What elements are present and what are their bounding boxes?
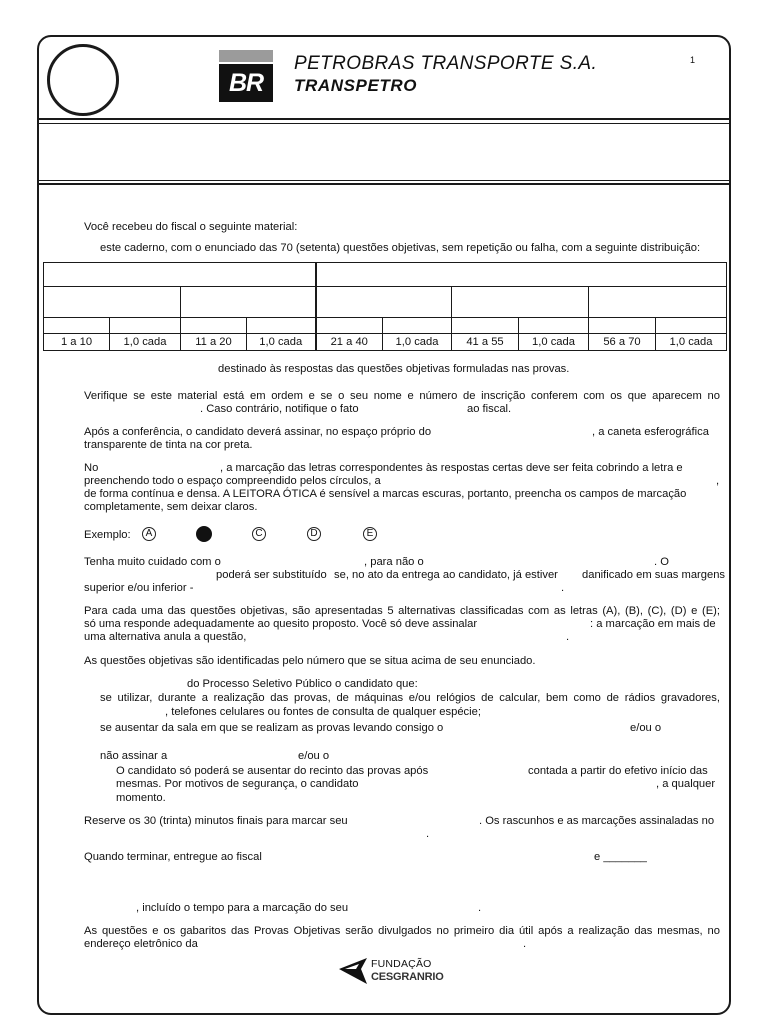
p-quando-b: e _______: [594, 851, 647, 863]
p-utilizar-1: se utilizar, durante a realização das provas, de máquinas e/ou relógios de calcular, bem como de rádios gravadores,: [100, 692, 720, 704]
table-label-cell: [519, 318, 589, 334]
p-tenha-1c: . O: [654, 556, 669, 568]
table-header-cell: [316, 263, 727, 287]
br-logo: [219, 50, 273, 102]
company-subname: TRANSPETRO: [294, 76, 418, 95]
p-ausentar-a: se ausentar da sala em que se realizam as provas levando consigo o: [100, 722, 444, 734]
example-option-b-filled: [196, 526, 212, 542]
table-label-cell: [656, 318, 727, 334]
table-label-cell: [452, 318, 519, 334]
p-destinado: destinado às respostas das questões objetivas formuladas nas provas.: [218, 363, 570, 375]
cesgranrio-logo: [337, 955, 444, 989]
table-subject-cell: [181, 287, 316, 318]
table-points-cell: 1,0 cada: [656, 334, 727, 351]
p-naoassinar-a: não assinar a: [100, 750, 168, 762]
p-cada-1: Para cada uma das questões objetivas, são apresentadas 5 alternativas classificadas com as letras (A), (B), (C), (D) e (E);: [84, 605, 720, 617]
p-gabaritos-1: As questões e os gabaritos das Provas Objetivas serão divulgados no primeiro dia útil após a realização das mesmas, no: [84, 925, 720, 937]
p-no-3: de forma contínua e densa. A LEITORA ÓTICA é sensível a marcas escuras, portanto, preencha os campos de marcação: [84, 488, 687, 500]
p-verifique-2b: ao fiscal.: [467, 403, 512, 415]
p-incluido-b: .: [478, 902, 482, 914]
p-no-1b: , a marcação das letras correspondentes às respostas certas deve ser feita cobrindo a letra e: [220, 462, 683, 474]
company-name: PETROBRAS TRANSPORTE S.A.: [294, 53, 598, 74]
p-reserve-b: . Os rascunhos e as marcações assinaladas no: [479, 815, 715, 827]
p-candidato-2b: , a qualquer: [656, 778, 716, 790]
p-reserve-a: Reserve os 30 (trinta) minutos finais para marcar seu: [84, 815, 348, 827]
p-no-4: completamente, sem deixar claros.: [84, 501, 258, 513]
table-subject-row: [44, 287, 727, 318]
p-tenha-3b: .: [561, 582, 565, 594]
p-quando-a: Quando terminar, entregue ao fiscal: [84, 851, 262, 863]
table-label-cell: [383, 318, 452, 334]
title-divider: [37, 183, 731, 185]
table-questions-cell: 56 a 70: [589, 334, 656, 351]
header-divider: [37, 118, 731, 120]
table-label-cell: [247, 318, 316, 334]
p-no-2b: ,: [716, 475, 720, 487]
table-points-cell: 1,0 cada: [519, 334, 589, 351]
table-subject-cell: [316, 287, 452, 318]
p-no-2: preenchendo todo o espaço compreendido pelos círculos, a: [84, 475, 381, 487]
intro-booklet: este caderno, com o enunciado das 70 (setenta) questões objetivas, sem repetição ou falha, com a seguinte distribuição:: [100, 242, 701, 254]
p-cada-3b: .: [566, 631, 570, 643]
table-label-cell: [589, 318, 656, 334]
p-cada-2b: : a marcação em mais de: [590, 618, 716, 630]
table-label-cell: [110, 318, 181, 334]
table-questions-cell: 41 a 55: [452, 334, 519, 351]
p-apos-1b: , a caneta esferográfica: [592, 426, 709, 438]
page-frame: [37, 35, 731, 1015]
table-values-row: [44, 334, 727, 351]
example-label: Exemplo:: [84, 529, 131, 541]
table-label-row: [44, 318, 727, 334]
p-candidato-2a: mesmas. Por motivos de segurança, o candidato: [116, 778, 359, 790]
table-points-cell: 1,0 cada: [110, 334, 181, 351]
p-verifique-1: Verifique se este material está em ordem e se o seu nome e número de inscrição conferem com os que aparecem no: [84, 390, 720, 402]
sheet-number-circle: [47, 44, 119, 116]
table-label-cell: [181, 318, 247, 334]
p-apos-1a: Após a conferência, o candidato deverá assinar, no espaço próprio do: [84, 426, 432, 438]
table-subject-cell: [452, 287, 589, 318]
distribution-table: [43, 262, 727, 351]
p-tenha-3a: superior e/ou inferior -: [84, 582, 194, 594]
example-option-c: C: [252, 527, 266, 541]
br-logo-text: BR: [219, 64, 273, 102]
table-header-row: [44, 263, 727, 287]
br-logo-bar: [219, 50, 273, 62]
table-label-cell: [44, 318, 110, 334]
table-label-cell: [316, 318, 383, 334]
p-candidato-3: momento.: [116, 792, 166, 804]
p-gabaritos-2a: endereço eletrônico da: [84, 938, 198, 950]
p-identificadas: As questões objetivas são identificadas pelo número que se situa acima de seu enunciado.: [84, 655, 536, 667]
p-no-1a: No: [84, 462, 99, 474]
cesgranrio-arrow-icon: [337, 957, 371, 987]
table-questions-cell: 11 a 20: [181, 334, 247, 351]
table-questions-cell: 21 a 40: [316, 334, 383, 351]
cesgranrio-line2: CESGRANRIO: [371, 971, 444, 983]
p-gabaritos-2b: .: [523, 938, 527, 950]
header-divider-thin: [37, 123, 731, 124]
p-tenha-2a: poderá ser substituído: [216, 569, 327, 581]
p-processo: do Processo Seletivo Público o candidato que:: [187, 678, 418, 690]
table-points-cell: 1,0 cada: [247, 334, 316, 351]
p-tenha-1b: , para não o: [364, 556, 424, 568]
example-option-a: A: [142, 527, 156, 541]
p-reserve-c: .: [426, 828, 430, 840]
intro-received: Você recebeu do fiscal o seguinte material:: [84, 221, 298, 233]
p-verifique-2a: . Caso contrário, notifique o fato: [200, 403, 359, 415]
title-divider-thin: [37, 180, 731, 181]
corner-mark: 1: [690, 55, 696, 65]
table-subject-cell: [589, 287, 727, 318]
cesgranrio-line1: FUNDAÇÃO: [371, 958, 432, 970]
example-option-d: D: [307, 527, 321, 541]
table-header-cell: [44, 263, 316, 287]
p-candidato-1b: contada a partir do efetivo início das: [528, 765, 708, 777]
table-points-cell: 1,0 cada: [383, 334, 452, 351]
p-ausentar-b: e/ou o: [630, 722, 662, 734]
p-candidato-1a: O candidato só poderá se ausentar do recinto das provas após: [116, 765, 429, 777]
p-tenha-1a: Tenha muito cuidado com o: [84, 556, 221, 568]
p-incluido-a: , incluído o tempo para a marcação do seu: [136, 902, 349, 914]
p-apos-2: transparente de tinta na cor preta.: [84, 439, 253, 451]
p-tenha-2c: danificado em suas margens: [582, 569, 726, 581]
p-utilizar-2: , telefones celulares ou fontes de consulta de qualquer espécie;: [165, 706, 481, 718]
table-questions-cell: 1 a 10: [44, 334, 110, 351]
p-cada-2a: só uma responde adequadamente ao quesito proposto. Você só deve assinalar: [84, 618, 478, 630]
p-naoassinar-b: e/ou o: [298, 750, 330, 762]
p-cada-3a: uma alternativa anula a questão,: [84, 631, 247, 643]
example-option-e: E: [363, 527, 377, 541]
p-tenha-2b: se, no ato da entrega ao candidato, já estiver: [334, 569, 558, 581]
table-subject-cell: [44, 287, 181, 318]
